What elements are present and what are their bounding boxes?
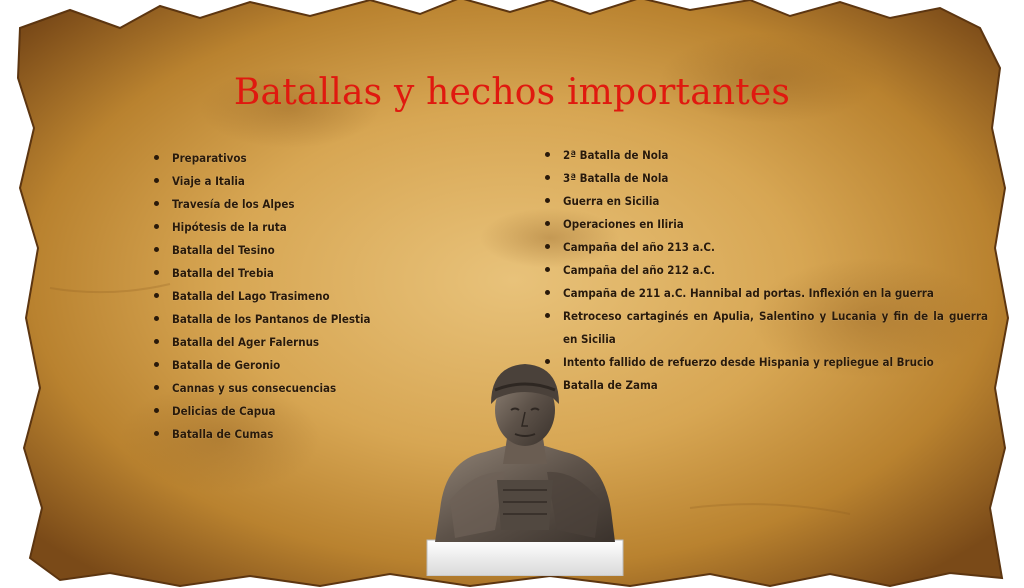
list-item: Preparativos bbox=[152, 147, 452, 170]
bullet-icon bbox=[154, 178, 159, 183]
left-bullet-list bbox=[152, 147, 452, 446]
list-item: Operaciones en Iliria bbox=[543, 213, 988, 236]
list-item: Batalla del Trebia bbox=[152, 262, 452, 285]
bullet-icon bbox=[154, 362, 159, 367]
list-item: Batalla de Cumas bbox=[152, 423, 452, 446]
bullet-icon bbox=[545, 152, 550, 157]
bullet-icon bbox=[154, 339, 159, 344]
list-item: 2ª Batalla de Nola bbox=[543, 144, 988, 167]
list-item: Batalla de Geronio bbox=[152, 354, 452, 377]
bullet-icon bbox=[545, 313, 550, 318]
list-item: Cannas y sus consecuencias bbox=[152, 377, 452, 400]
bullet-icon bbox=[154, 270, 159, 275]
bullet-icon bbox=[545, 267, 550, 272]
bullet-icon bbox=[154, 431, 159, 436]
list-item: Batalla del Ager Falernus bbox=[152, 331, 452, 354]
list-item: Intento fallido de refuerzo desde Hispania y repliegue al Brucio bbox=[543, 351, 988, 374]
bullet-icon bbox=[154, 201, 159, 206]
bullet-icon bbox=[154, 408, 159, 413]
bullet-icon bbox=[154, 293, 159, 298]
bullet-icon bbox=[154, 247, 159, 252]
bullet-icon bbox=[545, 244, 550, 249]
list-item: Viaje a Italia bbox=[152, 170, 452, 193]
list-item: Batalla del Lago Trasimeno bbox=[152, 285, 452, 308]
list-item: Campaña de 211 a.C. Hannibal ad portas. Inflexión en la guerra bbox=[543, 282, 988, 305]
list-item: Batalla de Zama bbox=[563, 378, 658, 392]
list-item: Travesía de los Alpes bbox=[152, 193, 452, 216]
bullet-icon bbox=[154, 316, 159, 321]
bust-image bbox=[425, 360, 625, 576]
list-item: Batalla del Tesino bbox=[152, 239, 452, 262]
list-item: Guerra en Sicilia bbox=[543, 190, 988, 213]
bullet-icon bbox=[154, 155, 159, 160]
list-item: Campaña del año 213 a.C. bbox=[543, 236, 988, 259]
bullet-icon bbox=[154, 385, 159, 390]
bullet-icon bbox=[154, 224, 159, 229]
list-item: Retroceso cartaginés en Apulia, Salentino y Lucania y fin de la guerra en Sicilia bbox=[543, 305, 988, 351]
list-item: 3ª Batalla de Nola bbox=[543, 167, 988, 190]
list-item: Delicias de Capua bbox=[152, 400, 452, 423]
bullet-icon bbox=[545, 290, 550, 295]
list-item: Campaña del año 212 a.C. bbox=[543, 259, 988, 282]
list-item: Hipótesis de la ruta bbox=[152, 216, 452, 239]
slide-title: Batallas y hechos importantes bbox=[233, 72, 791, 113]
bullet-icon bbox=[545, 175, 550, 180]
list-item: Batalla de los Pantanos de Plestia bbox=[152, 308, 452, 331]
bullet-icon bbox=[545, 221, 550, 226]
bullet-icon bbox=[545, 198, 550, 203]
